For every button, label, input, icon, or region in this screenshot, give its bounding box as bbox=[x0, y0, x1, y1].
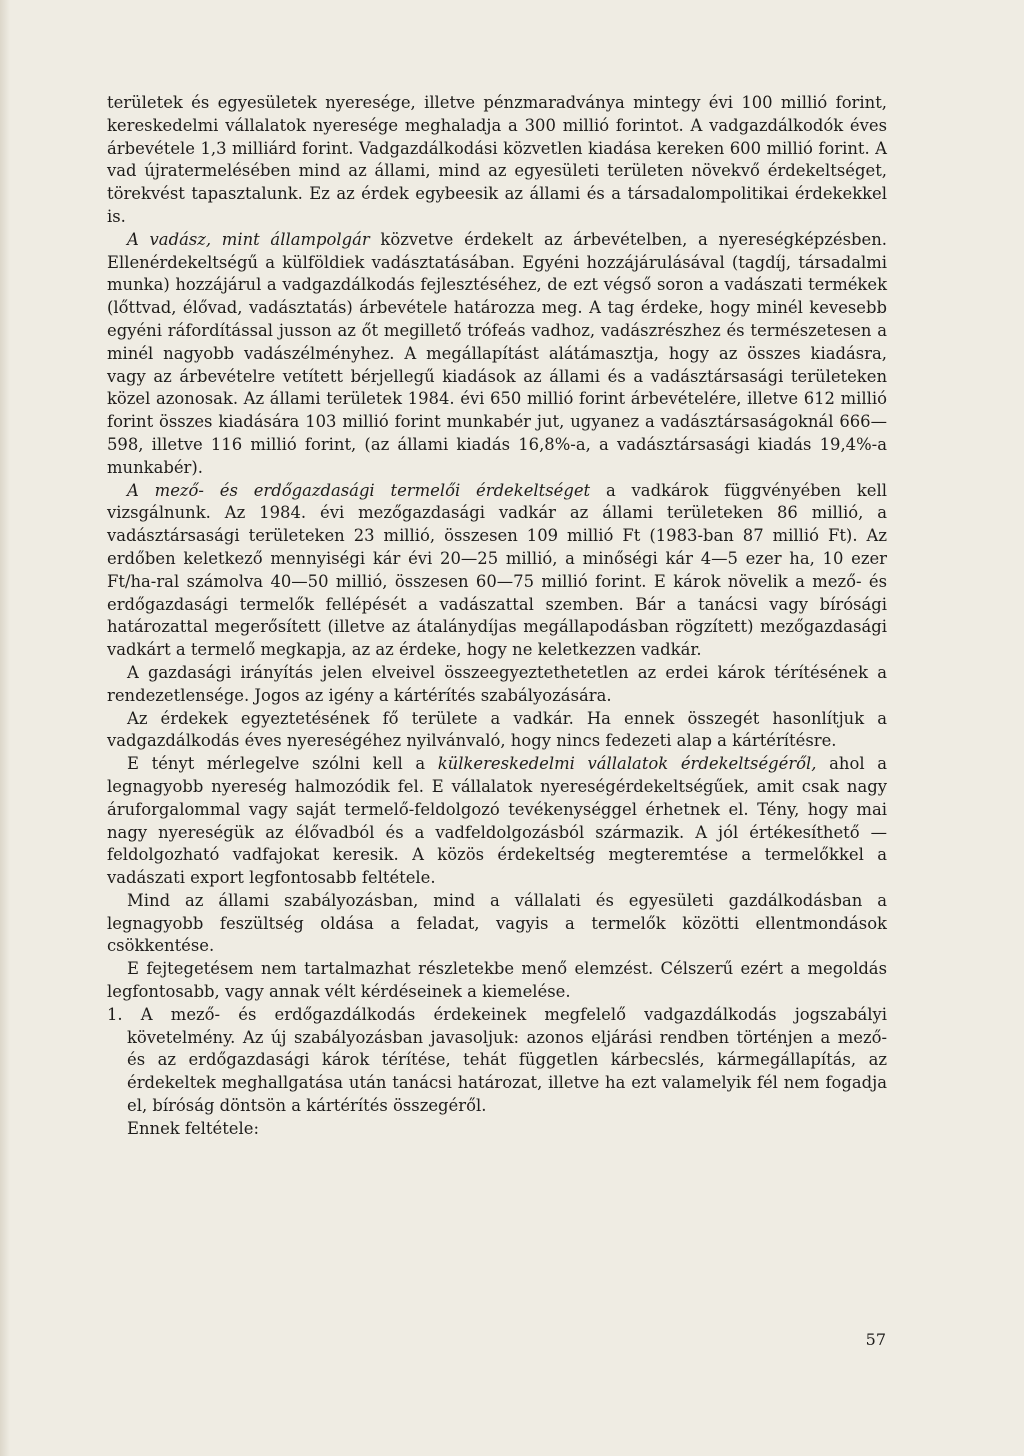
paragraph-7 bbox=[107, 890, 887, 958]
text-segment: Mind az állami szabályozásban, mind a vállalati és egyesületi gazdálkodásban a legnagyobb feszültség oldása a feladat, vagyis a termelők közötti ellentmondások csökkentése. bbox=[107, 890, 887, 956]
emphasis: A vadász, mint állampolgár bbox=[127, 229, 370, 249]
emphasis: A mező- és erdőgazdasági termelői érdekeltséget bbox=[127, 480, 591, 500]
text-segment: Az érdekek egyeztetésének fő területe a vadkár. Ha ennek összegét hasonlítjuk a vadgazdálkodás éves nyereségéhez nyilvánvaló, hogy nincs fedezeti alap a kártérítésre. bbox=[107, 708, 887, 751]
paragraph-6 bbox=[107, 753, 887, 890]
paragraph-9 bbox=[107, 1004, 887, 1118]
paragraph-2 bbox=[107, 229, 887, 480]
page-edge bbox=[0, 0, 10, 1456]
emphasis: külkereskedelmi vállalatok érdekeltségéről, bbox=[437, 754, 817, 774]
text-segment: E fejtegetésem nem tartalmazhat részletekbe menő elemzést. Célszerű ezért a megoldás legfontosabb, vagy annak vélt kérdéseinek a kiemelése. bbox=[107, 959, 887, 1002]
text-segment: 1. A mező- és erdőgazdálkodás érdekeinek megfelelő vadgazdálkodás jogszabályi követelmény. Az új szabályozásban javasoljuk: azonos eljárási rendben történjen a mező- és az erdőgazdasági károk térítése, tehát független kárbecslés, kármegállapítás, az érdekeltek meghallgatása után tanácsi határozat, illetve ha ezt valamelyik fél nem fogadja el, bíróság döntsön a kártérítés összegéről. bbox=[107, 1004, 887, 1116]
text-segment: közvetve érdekelt az árbevételben, a nyereségképzésben. Ellenérdekeltségű a külföldiek vadásztatásában. Egyéni hozzájárulásával (tagdíj, társadalmi munka) hozzájárul a vadgazdálkodás fejlesztéséhez, de ezt végső soron a vadászati termékek (lőttvad, élővad, vadásztatás) árbevétele határozza meg. A tag érdeke, hogy minél kevesebb egyéni ráfordítással jusson az őt megillető trófeás vadhoz, vadászrészhez és természetesen a minél nagyobb vadászélményhez. A megállapítást alátámasztja, hogy az összes kiadásra, vagy az árbevételre vetített bérjellegű kiadások az állami és a vadásztársasági területeken közel azonosak. Az állami területek 1984. évi 650 millió forint árbevételére, illetve 612 millió forint összes kiadására 103 millió forint munkabér jut, ugyanez a vadásztársaságoknál 666—598, illetve 116 millió forint, (az állami kiadás 16,8%-a, a vadásztársasági kiadás 19,4%-a munkabér). bbox=[107, 229, 887, 477]
text-segment: A gazdasági irányítás jelen elveivel összeegyeztethetetlen az erdei károk térítésének a rendezetlensége. Jogos az igény a kártérítés szabályozására. bbox=[107, 662, 887, 705]
text-segment: Ennek feltétele: bbox=[127, 1118, 259, 1138]
body-text bbox=[107, 92, 887, 1141]
paragraph-3 bbox=[107, 480, 887, 662]
paragraph-8 bbox=[107, 958, 887, 1004]
text-segment: ahol a legnagyobb nyereség halmozódik fel. E vállalatok nyereségérdekeltségűek, amit csak nagy áruforgalommal vagy saját termelő-feldolgozó tevékenységgel érhetnek el. Tény, hogy mai nagy nyereségük az élővadból és a vadfeldolgozásból származik. A jól értékesíthető — feldolgozható vadfajokat keresik. A közös érdekeltség megteremtése a termelőkkel a vadászati export legfontosabb feltétele. bbox=[107, 754, 887, 888]
page-number: 57 bbox=[865, 1330, 886, 1349]
paragraph-5 bbox=[107, 708, 887, 754]
text-segment: E tényt mérlegelve szólni kell a bbox=[127, 754, 438, 774]
paragraph-1 bbox=[107, 92, 887, 229]
paragraph-4 bbox=[107, 662, 887, 708]
paragraph-10 bbox=[107, 1118, 887, 1141]
text-segment: a vadkárok függvényében kell vizsgálnunk. Az 1984. évi mezőgazdasági vadkár az állami területeken 86 millió, a vadásztársasági területeken 23 millió, összesen 109 millió Ft (1983-ban 87 millió Ft). Az erdőben keletkező mennyiségi kár évi 20—25 millió, a minőségi kár 4—5 ezer ha, 10 ezer Ft/ha-ral számolva 40—50 millió, összesen 60—75 millió forint. E károk növelik a mező- és erdőgazdasági termelők fellépését a vadászattal szemben. Bár a tanácsi vagy bírósági határozattal megerősített (illetve az átalánydíjas megállapodásban rögzített) mezőgazdasági vadkárt a termelő megkapja, az az érdeke, hogy ne keletkezzen vadkár. bbox=[107, 480, 887, 660]
text-segment: területek és egyesületek nyeresége, illetve pénzmaradványa mintegy évi 100 millió forint, kereskedelmi vállalatok nyeresége meghaladja a 300 millió forintot. A vadgazdálkodók éves árbevétele 1,3 milliárd forint. Vadgazdálkodási közvetlen kiadása kereken 600 millió forint. A vad újratermelésében mind az állami, mind az egyesületi területen növekvő érdekeltséget, törekvést tapasztalunk. Ez az érdek egybeesik az állami és a társadalompolitikai érdekekkel is. bbox=[107, 93, 887, 226]
